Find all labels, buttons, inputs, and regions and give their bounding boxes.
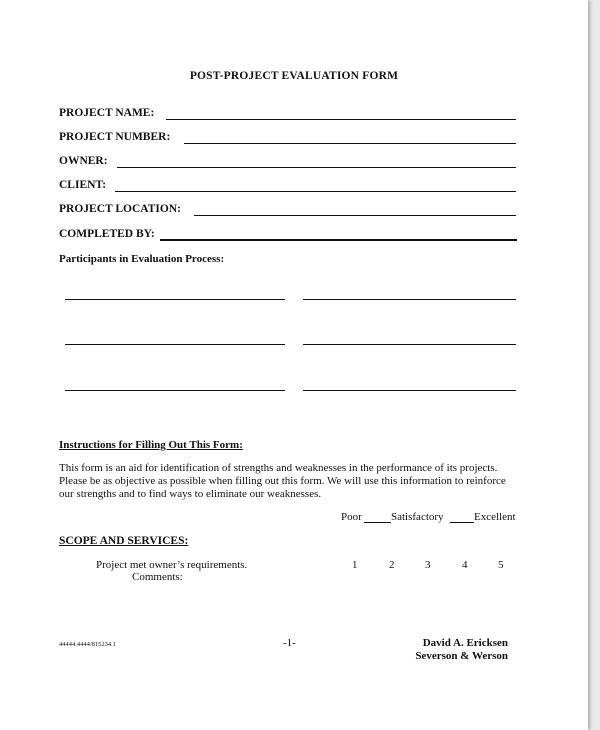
page-number: -1-: [283, 637, 296, 649]
scale-divider-2: [450, 522, 474, 523]
rating-1[interactable]: 1: [352, 559, 358, 571]
project-name-label: PROJECT NAME:: [59, 107, 155, 119]
scale-poor: Poor: [341, 511, 362, 523]
project-location-line[interactable]: [194, 215, 516, 216]
project-location-label: PROJECT LOCATION:: [59, 203, 181, 215]
scale-excellent: Excellent: [474, 511, 516, 523]
participant-line-5[interactable]: [65, 390, 285, 391]
participant-line-1[interactable]: [65, 299, 285, 300]
firm-name: Severson & Werson: [415, 650, 508, 662]
completed-by-line[interactable]: [160, 239, 517, 241]
rating-3[interactable]: 3: [425, 559, 431, 571]
owner-label: OWNER:: [59, 155, 108, 167]
instructions-text: This form is an aid for identification of strengths and weaknesses in the performance of its projects. Please be as objective as possible when filling out this form. We will use this information to reinforce our strengths and to find ways to eliminate our weaknesses.: [59, 462, 506, 500]
document-code: 44444.4444/815234.1: [59, 641, 117, 648]
completed-by-label: COMPLETED BY:: [59, 228, 155, 240]
comments-label: Comments:: [132, 571, 183, 583]
project-number-label: PROJECT NUMBER:: [59, 131, 171, 143]
project-number-line[interactable]: [184, 143, 516, 144]
client-line[interactable]: [115, 191, 516, 192]
participant-line-4[interactable]: [303, 344, 516, 345]
scale-divider-1: [364, 522, 391, 523]
rating-4[interactable]: 4: [462, 559, 468, 571]
participant-line-2[interactable]: [303, 299, 516, 300]
participant-line-3[interactable]: [65, 344, 285, 345]
author-name: David A. Ericksen: [422, 637, 508, 649]
scope-heading: SCOPE AND SERVICES:: [59, 535, 189, 547]
participants-label: Participants in Evaluation Process:: [59, 253, 225, 265]
rating-5[interactable]: 5: [498, 559, 504, 571]
owner-line[interactable]: [117, 167, 516, 168]
instructions-heading: Instructions for Filling Out This Form:: [59, 439, 243, 451]
rating-2[interactable]: 2: [389, 559, 395, 571]
requirement-item: Project met owner’s requirements.: [96, 559, 248, 571]
scale-satisfactory: Satisfactory: [391, 511, 444, 523]
project-name-line[interactable]: [166, 119, 516, 120]
client-label: CLIENT:: [59, 179, 107, 191]
participant-line-6[interactable]: [303, 390, 516, 391]
form-title: POST-PROJECT EVALUATION FORM: [189, 70, 399, 82]
